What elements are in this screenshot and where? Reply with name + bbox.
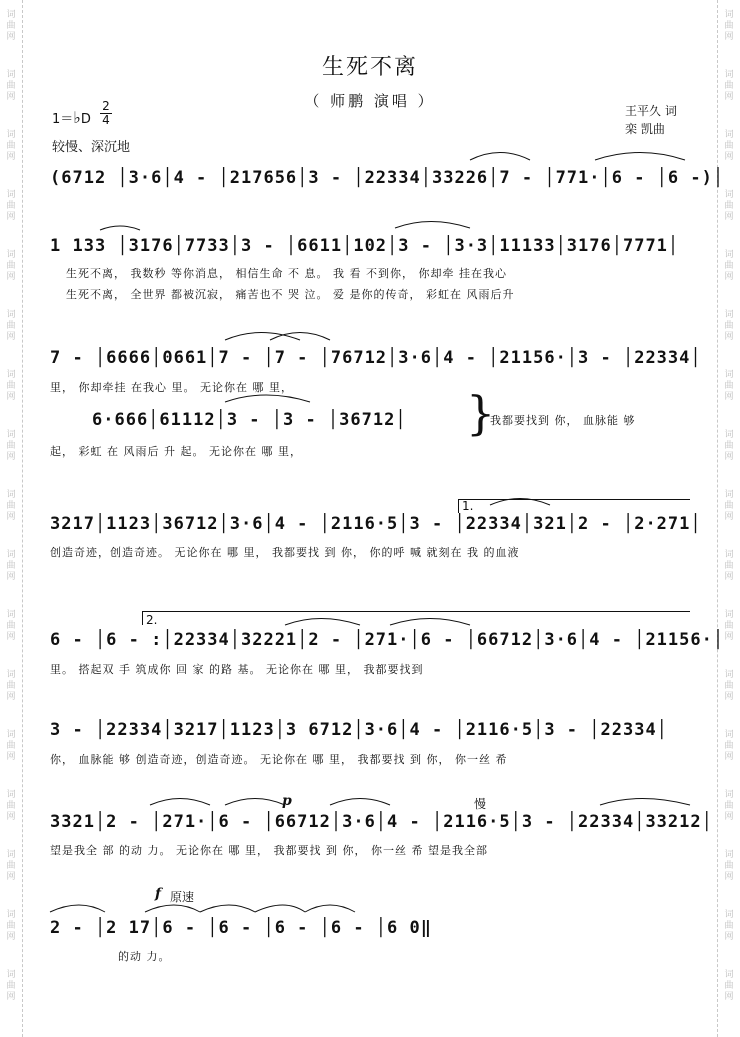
- score-row-8: 3321│2 - │271·│6 - │66712│3·6│4 - │2116·5│3 - │22334│33212│: [50, 812, 713, 832]
- singer-credit: （ 师鹏 演唱 ）: [304, 92, 436, 110]
- slur-arc: [390, 619, 470, 626]
- watermark-text: 词曲网: [724, 550, 734, 582]
- watermark-text: 词曲网: [6, 850, 16, 882]
- watermark-text: 词曲网: [724, 850, 734, 882]
- watermark-text: 词曲网: [724, 730, 734, 762]
- lyrics-row-8: 望是我全 部 的动 力。 无论你在 哪 里， 我都要找 到 你， 你一丝 希 望是我全部: [50, 844, 488, 857]
- song-title: 生死不离: [321, 55, 418, 80]
- key-prefix: 1＝: [52, 112, 74, 127]
- watermark-text: 词曲网: [724, 910, 734, 942]
- slur-arc: [225, 395, 310, 402]
- watermark-text: 词曲网: [724, 70, 734, 102]
- watermark-text: 词曲网: [724, 310, 734, 342]
- slur-arc: [490, 499, 550, 506]
- brace: }: [466, 386, 496, 440]
- slur-arc: [595, 153, 685, 161]
- flat-sign: ♭: [73, 108, 81, 127]
- volta-2-label: 2.: [146, 613, 158, 627]
- watermark-text: 词曲网: [724, 130, 734, 162]
- slur-arc: [600, 799, 690, 806]
- lyrics-row-4: 起， 彩虹 在 风雨后 升 起。 无论你在 哪 里，: [50, 445, 302, 458]
- watermark-text: 词曲网: [6, 670, 16, 702]
- score-row-9: 2 - │2 17│6 - │6 - │6 - │6 - │6 0‖: [50, 918, 432, 938]
- lyrics-row-3: 里， 你却牵挂 在我心 里。 无论你在 哪 里，: [50, 381, 293, 394]
- watermark-text: 词曲网: [724, 490, 734, 522]
- watermark-text: 词曲网: [724, 970, 734, 1002]
- watermark-text: 词曲网: [724, 250, 734, 282]
- lyrics-row-7: 你， 血脉能 够 创造奇迹，创造奇迹。 无论你在 哪 里， 我都要找 到 你， 你一丝 希: [50, 753, 508, 766]
- lyrics-row-9: 的动 力。: [118, 950, 171, 963]
- watermark-text: 词曲网: [724, 610, 734, 642]
- side-lyric: 我都要找到 你， 血脉能 够: [490, 414, 636, 427]
- watermark-text: 词曲网: [6, 550, 16, 582]
- score-row-7: 3 - │22334│3217│1123│3 6712│3·6│4 - │2116·5│3 - │22334│: [50, 720, 668, 740]
- slur-arc: [285, 619, 360, 626]
- watermark-text: 词曲网: [6, 370, 16, 402]
- slur-arc: [50, 905, 105, 912]
- watermark-text: 词曲网: [6, 70, 16, 102]
- slur-arc: [395, 222, 470, 229]
- watermark-text: 词曲网: [6, 130, 16, 162]
- watermark-text: 词曲网: [6, 430, 16, 462]
- watermark-text: 词曲网: [6, 250, 16, 282]
- key-note: D: [80, 112, 91, 127]
- lyrics-row-2-verse-1: 生死不离， 我数秒 等你消息， 相信生命 不 息。 我 看 不到你， 你却牵 挂在我心: [66, 267, 507, 280]
- lyricist-credit: 王平久 词: [625, 104, 677, 118]
- tempo-marking: 较慢、深沉地: [52, 140, 131, 155]
- watermark-text: 词曲网: [6, 190, 16, 222]
- watermark-text: 词曲网: [724, 670, 734, 702]
- watermark-text: 词曲网: [724, 10, 734, 42]
- watermark-text: 词曲网: [6, 970, 16, 1002]
- slur-arc: [200, 905, 255, 912]
- watermark-text: 词曲网: [6, 310, 16, 342]
- slur-arc: [150, 799, 210, 806]
- watermark-text: 词曲网: [6, 790, 16, 822]
- score-row-4: 6·666│61112│3 - │3 - │36712│: [92, 410, 407, 430]
- watermark-text: 词曲网: [6, 490, 16, 522]
- watermark-text: 词曲网: [724, 790, 734, 822]
- watermark-text: 词曲网: [724, 370, 734, 402]
- lyrics-row-2-verse-2: 生死不离， 全世界 都被沉寂， 痛苦也不 哭 泣。 爱 是你的传奇， 彩虹在 风雨后升: [66, 288, 515, 301]
- dynamic-forte: f: [155, 886, 162, 902]
- score-row-6: 6 - │6 - :│22334│32221│2 - │271·│6 - │66712│3·6│4 - │21156·│: [50, 630, 725, 650]
- tempo-change-slow: 慢: [474, 797, 487, 811]
- lyrics-row-5: 创造奇迹，创造奇迹。 无论你在 哪 里， 我都要找 到 你， 你的呼 喊 就刻在 我 的血液: [50, 546, 520, 559]
- slur-arc: [225, 799, 285, 806]
- score-row-5: 3217│1123│36712│3·6│4 - │2116·5│3 - │22334│321│2 - │2·271│: [50, 514, 702, 534]
- composer-credit: 栾 凯曲: [625, 122, 665, 136]
- watermark-text: 词曲网: [6, 10, 16, 42]
- tempo-change-original: 原速: [170, 890, 195, 904]
- watermark-text: 词曲网: [724, 190, 734, 222]
- time-bottom: 4: [100, 113, 112, 127]
- watermark-text: 词曲网: [6, 730, 16, 762]
- slur-arc: [145, 905, 200, 912]
- time-top: 2: [102, 99, 110, 113]
- watermark-text: 词曲网: [724, 430, 734, 462]
- lyrics-row-6: 里。 搭起双 手 筑成你 回 家 的路 基。 无论你在 哪 里， 我都要找到: [50, 663, 424, 676]
- dynamic-piano: p: [282, 793, 292, 809]
- slur-arc: [330, 799, 390, 806]
- score-row-3: 7 - │6666│0661│7 - │7 - │76712│3·6│4 - │21156·│3 - │22334│: [50, 348, 702, 368]
- watermark-text: 词曲网: [6, 910, 16, 942]
- slur-arc: [470, 153, 530, 161]
- slur-arc: [100, 226, 140, 230]
- volta-1-label: 1.: [462, 499, 474, 513]
- watermark-text: 词曲网: [6, 610, 16, 642]
- score-row-2: 1 133 │3176│7733│3 - │6611│102│3 - │3·3│11133│3176│7771│: [50, 236, 680, 256]
- slur-arc: [305, 905, 355, 912]
- score-row-1: (6712 │3·6│4 - │217656│3 - │22334│33226│7 - │771·│6 - │6 -)│: [50, 168, 725, 188]
- slur-arc: [255, 905, 305, 912]
